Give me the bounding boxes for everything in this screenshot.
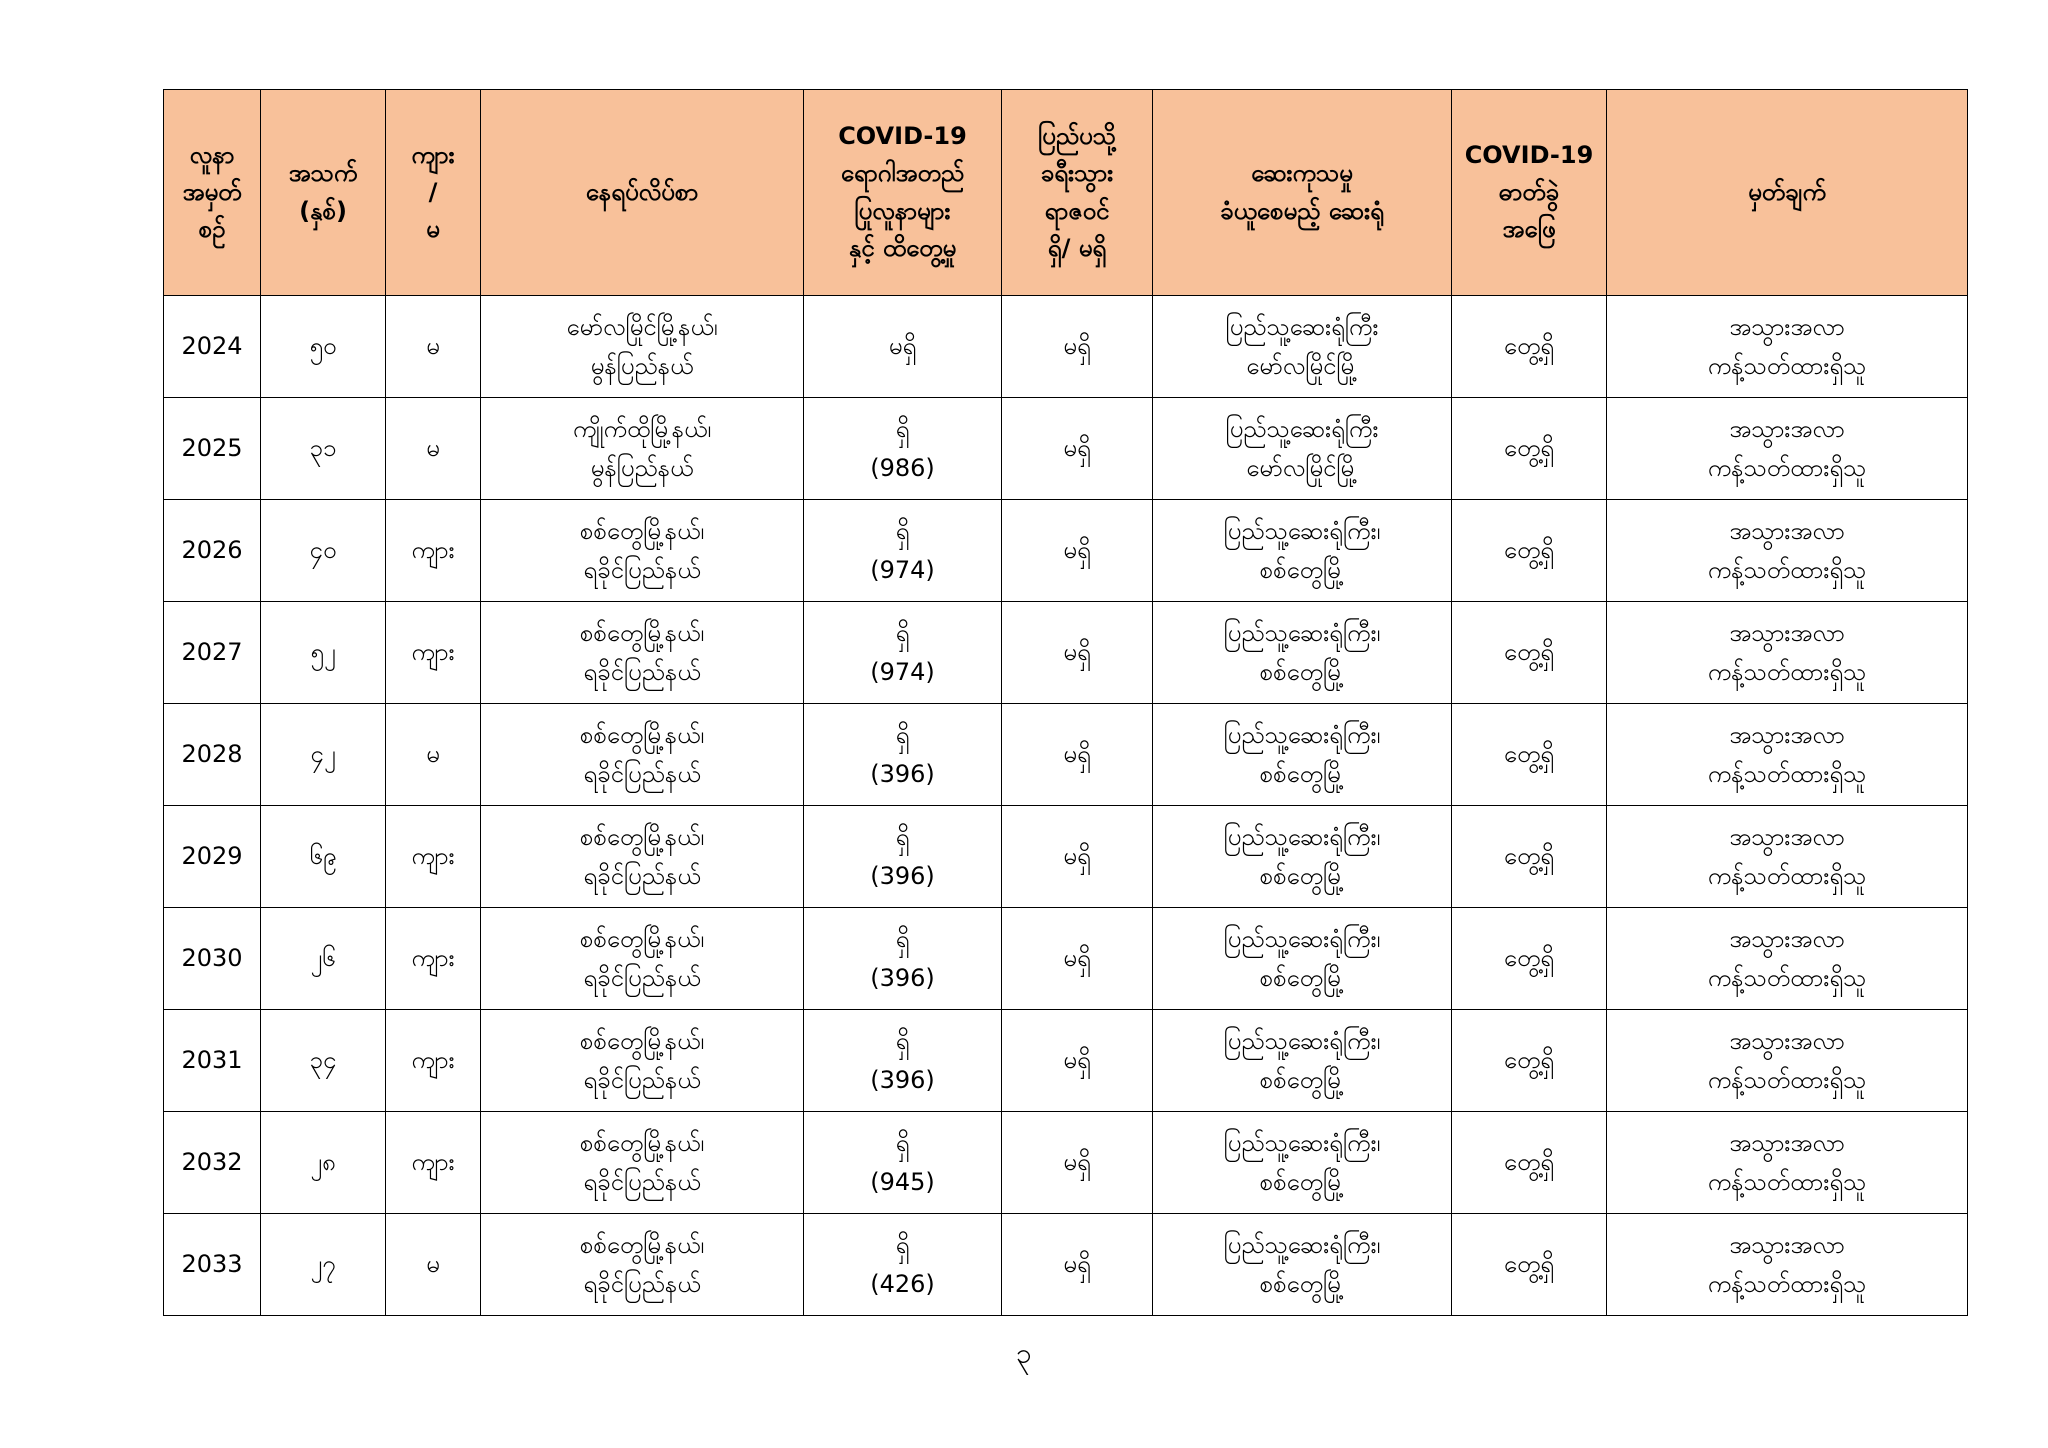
page-number: ၃ (1016, 1337, 1032, 1370)
cell-line: ရှိ (895, 823, 910, 852)
cell-line: အသွားအလာ (1729, 1231, 1845, 1260)
patient-number-cell: 2030 (164, 908, 261, 1010)
address-cell (481, 398, 804, 500)
patient-number-cell: 2024 (164, 296, 261, 398)
header-line: အသက် (288, 159, 358, 188)
header-remark (1607, 90, 1968, 296)
header-line: COVID-19 (838, 122, 967, 151)
cell-line: ကန့်သတ်ထားရှိသူ (1707, 1065, 1867, 1094)
travel-history-cell: မရှိ (1002, 500, 1153, 602)
cell-line: (396) (870, 1065, 935, 1094)
cell-line: ရှိ (895, 415, 910, 444)
hospital-cell (1153, 398, 1452, 500)
header-line: ရာဇဝင် (1044, 196, 1110, 225)
hospital-cell (1153, 500, 1452, 602)
lab-result-cell: တွေ့ရှိ (1452, 1112, 1607, 1214)
sex-cell: မ (386, 296, 481, 398)
contact-cell (804, 704, 1002, 806)
remark-cell (1607, 398, 1968, 500)
cell-line: အသွားအလာ (1729, 823, 1845, 852)
header-line: အမှတ် (182, 177, 242, 206)
table-row (164, 908, 1968, 1010)
hospital-cell (1153, 704, 1452, 806)
cell-line: (974) (870, 657, 935, 686)
cell-line: စစ်တွေမြို့ (1259, 657, 1345, 686)
lab-result-cell: တွေ့ရှိ (1452, 908, 1607, 1010)
hospital-cell (1153, 806, 1452, 908)
header-line: ကျား (411, 140, 455, 169)
cell-line: ရှိ (895, 1231, 910, 1260)
table-row (164, 704, 1968, 806)
header-line: ပြည်ပသို့ (1038, 122, 1116, 151)
age-cell: ၂၈ (261, 1112, 386, 1214)
hospital-cell (1153, 1112, 1452, 1214)
cell-line: (426) (870, 1269, 935, 1298)
lab-result-cell: တွေ့ရှိ (1452, 500, 1607, 602)
lab-result-cell: တွေ့ရှိ (1452, 1010, 1607, 1112)
travel-history-cell: မရှိ (1002, 398, 1153, 500)
remark-cell (1607, 602, 1968, 704)
remark-cell (1607, 1112, 1968, 1214)
patient-number-cell: 2032 (164, 1112, 261, 1214)
hospital-cell (1153, 296, 1452, 398)
patient-number-cell: 2031 (164, 1010, 261, 1112)
cell-line: ရှိ (895, 517, 910, 546)
contact-cell (804, 1214, 1002, 1316)
cell-line: (396) (870, 759, 935, 788)
contact-cell (804, 908, 1002, 1010)
lab-result-cell: တွေ့ရှိ (1452, 806, 1607, 908)
header-line: ခရီးသွား (1040, 159, 1114, 188)
age-cell: ၅၂ (261, 602, 386, 704)
cell-line: ရှိ (895, 925, 910, 954)
cell-line: စစ်တွေမြို့နယ်၊ (579, 619, 705, 648)
remark-cell (1607, 500, 1968, 602)
table-header (164, 90, 1968, 296)
age-cell: ၃၁ (261, 398, 386, 500)
address-cell (481, 1214, 804, 1316)
travel-history-cell: မရှိ (1002, 1010, 1153, 1112)
cell-line: မွန်ပြည်နယ် (590, 351, 694, 380)
cell-line: အသွားအလာ (1729, 313, 1845, 342)
hospital-cell (1153, 602, 1452, 704)
age-cell: ၅၀ (261, 296, 386, 398)
travel-history-cell: မရှိ (1002, 1112, 1153, 1214)
patient-number-cell: 2029 (164, 806, 261, 908)
address-cell (481, 1112, 804, 1214)
lab-result-cell: တွေ့ရှိ (1452, 296, 1607, 398)
lab-result-cell: တွေ့ရှိ (1452, 398, 1607, 500)
cell-line: စစ်တွေမြို့ (1259, 1065, 1345, 1094)
cell-line: အသွားအလာ (1729, 721, 1845, 750)
cell-line: ကျိုက်ထိုမြို့နယ်၊ (572, 415, 712, 444)
cell-line: ရှိ (895, 721, 910, 750)
contact-cell (804, 806, 1002, 908)
cell-line: စစ်တွေမြို့ (1259, 861, 1345, 890)
header-line: COVID-19 (1464, 140, 1594, 169)
header-line: နှင့် ထိတွေ့မှု (848, 233, 957, 262)
address-cell (481, 806, 804, 908)
patient-number-cell: 2028 (164, 704, 261, 806)
cell-line: စစ်တွေမြို့နယ်၊ (579, 517, 705, 546)
header-row (164, 90, 1968, 296)
sex-cell: ကျား (386, 602, 481, 704)
patient-number-cell: 2025 (164, 398, 261, 500)
travel-history-cell: မရှိ (1002, 296, 1153, 398)
cell-line: (986) (870, 453, 935, 482)
address-cell (481, 1010, 804, 1112)
travel-history-cell: မရှိ (1002, 602, 1153, 704)
cell-line: မရှိ (888, 332, 917, 361)
cell-line: ကန့်သတ်ထားရှိသူ (1707, 351, 1867, 380)
cell-line: စစ်တွေမြို့နယ်၊ (579, 1231, 705, 1260)
address-cell (481, 704, 804, 806)
remark-cell (1607, 1214, 1968, 1316)
cell-line: စစ်တွေမြို့ (1259, 1167, 1345, 1196)
cell-line: ပြည်သူ့ဆေးရုံကြီး (1225, 313, 1379, 342)
cell-line: ရခိုင်ပြည်နယ် (583, 1065, 701, 1094)
cell-line: ရခိုင်ပြည်နယ် (583, 963, 701, 992)
table-row (164, 602, 1968, 704)
cell-line: ကန့်သတ်ထားရှိသူ (1707, 555, 1867, 584)
contact-cell (804, 398, 1002, 500)
cell-line: ကန့်သတ်ထားရှိသူ (1707, 657, 1867, 686)
cell-line: ကန့်သတ်ထားရှိသူ (1707, 861, 1867, 890)
cell-line: ရခိုင်ပြည်နယ် (583, 555, 701, 584)
header-travel-history (1002, 90, 1153, 296)
cell-line: ပြည်သူ့ဆေးရုံကြီး၊ (1223, 619, 1381, 648)
header-age (261, 90, 386, 296)
header-contact (804, 90, 1002, 296)
header-hospital (1153, 90, 1452, 296)
sex-cell: မ (386, 1214, 481, 1316)
contact-cell (804, 500, 1002, 602)
contact-cell (804, 602, 1002, 704)
header-line: ပြုလူနာများ (854, 196, 951, 225)
sex-cell: ကျား (386, 806, 481, 908)
lab-result-cell: တွေ့ရှိ (1452, 602, 1607, 704)
cell-line: ကန့်သတ်ထားရှိသူ (1707, 1167, 1867, 1196)
cell-line: မော်လမြိုင်မြို့ (1246, 351, 1358, 380)
cell-line: ရှိ (895, 1129, 910, 1158)
cell-line: ပြည်သူ့ဆေးရုံကြီး၊ (1223, 925, 1381, 954)
cell-line: ရှိ (895, 619, 910, 648)
age-cell: ၄၂ (261, 704, 386, 806)
remark-cell (1607, 806, 1968, 908)
header-line: ဆေးကုသမှု (1251, 159, 1353, 188)
header-line: မ (426, 215, 440, 244)
cell-line: စစ်တွေမြို့နယ်၊ (579, 925, 705, 954)
header-address (481, 90, 804, 296)
cell-line: (396) (870, 963, 935, 992)
cell-line: အသွားအလာ (1729, 925, 1845, 954)
travel-history-cell: မရှိ (1002, 806, 1153, 908)
sex-cell: ကျား (386, 1010, 481, 1112)
cell-line: ရှိ (895, 1027, 910, 1056)
cell-line: အသွားအလာ (1729, 415, 1845, 444)
cell-line: မော်လမြိုင်မြို့ (1246, 453, 1358, 482)
cell-line: စစ်တွေမြို့ (1259, 759, 1345, 788)
travel-history-cell: မရှိ (1002, 908, 1153, 1010)
cell-line: ပြည်သူ့ဆေးရုံကြီး၊ (1223, 823, 1381, 852)
hospital-cell (1153, 1010, 1452, 1112)
cell-line: (945) (870, 1167, 935, 1196)
table-row (164, 1214, 1968, 1316)
table-row (164, 296, 1968, 398)
sex-cell: မ (386, 398, 481, 500)
header-line: အဖြေ (1502, 215, 1556, 244)
address-cell (481, 908, 804, 1010)
cell-line: အသွားအလာ (1729, 619, 1845, 648)
remark-cell (1607, 1010, 1968, 1112)
header-patient-number (164, 90, 261, 296)
remark-cell (1607, 296, 1968, 398)
age-cell: ၂၆ (261, 908, 386, 1010)
cell-line: စစ်တွေမြို့နယ်၊ (579, 721, 705, 750)
cell-line: ကန့်သတ်ထားရှိသူ (1707, 453, 1867, 482)
header-line: ရောဂါအတည် (840, 159, 965, 188)
age-cell: ၂၇ (261, 1214, 386, 1316)
table-row (164, 1010, 1968, 1112)
remark-cell (1607, 704, 1968, 806)
header-line: စဉ် (198, 215, 226, 244)
cell-line: ပြည်သူ့ဆေးရုံကြီး (1225, 415, 1379, 444)
cell-line: ရခိုင်ပြည်နယ် (583, 657, 701, 686)
sex-cell: ကျား (386, 1112, 481, 1214)
hospital-cell (1153, 1214, 1452, 1316)
sex-cell: မ (386, 704, 481, 806)
age-cell: ၄၀ (261, 500, 386, 602)
patient-number-cell: 2026 (164, 500, 261, 602)
table-body (164, 296, 1968, 1316)
hospital-cell (1153, 908, 1452, 1010)
cell-line: မွန်ပြည်နယ် (590, 453, 694, 482)
cell-line: ကန့်သတ်ထားရှိသူ (1707, 1269, 1867, 1298)
age-cell: ၃၄ (261, 1010, 386, 1112)
header-line: မှတ်ချက် (1748, 177, 1826, 206)
cell-line: ရခိုင်ပြည်နယ် (583, 759, 701, 788)
table-row (164, 500, 1968, 602)
age-cell: ၆၉ (261, 806, 386, 908)
cell-line: မော်လမြိုင်မြို့နယ်၊ (566, 313, 718, 342)
cell-line: ပြည်သူ့ဆေးရုံကြီး၊ (1223, 1129, 1381, 1158)
header-line: လူနာ (189, 140, 235, 169)
cell-line: (974) (870, 555, 935, 584)
cell-line: ကန့်သတ်ထားရှိသူ (1707, 963, 1867, 992)
patient-number-cell: 2033 (164, 1214, 261, 1316)
address-cell (481, 500, 804, 602)
sex-cell: ကျား (386, 908, 481, 1010)
address-cell (481, 296, 804, 398)
travel-history-cell: မရှိ (1002, 704, 1153, 806)
header-line: ဓာတ်ခွဲ (1498, 177, 1560, 206)
header-line: ခံယူစေမည့် ဆေးရုံ (1220, 196, 1384, 225)
cell-line: ပြည်သူ့ဆေးရုံကြီး၊ (1223, 721, 1381, 750)
cell-line: အသွားအလာ (1729, 1129, 1845, 1158)
cell-line: ရခိုင်ပြည်နယ် (583, 861, 701, 890)
cell-line: ပြည်သူ့ဆေးရုံကြီး၊ (1223, 1027, 1381, 1056)
lab-result-cell: တွေ့ရှိ (1452, 1214, 1607, 1316)
cell-line: စစ်တွေမြို့ (1259, 1269, 1345, 1298)
remark-cell (1607, 908, 1968, 1010)
cell-line: စစ်တွေမြို့နယ်၊ (579, 823, 705, 852)
header-line: / (428, 177, 438, 206)
contact-cell (804, 1010, 1002, 1112)
patient-number-cell: 2027 (164, 602, 261, 704)
header-line: နေရပ်လိပ်စာ (585, 177, 699, 206)
cell-line: စစ်တွေမြို့နယ်၊ (579, 1129, 705, 1158)
cell-line: ရခိုင်ပြည်နယ် (583, 1269, 701, 1298)
contact-cell (804, 1112, 1002, 1214)
header-line: ရှိ/ မရှိ (1047, 233, 1107, 262)
address-cell (481, 602, 804, 704)
cell-line: အသွားအလာ (1729, 517, 1845, 546)
cell-line: ရခိုင်ပြည်နယ် (583, 1167, 701, 1196)
cell-line: (396) (870, 861, 935, 890)
cell-line: ပြည်သူ့ဆေးရုံကြီး၊ (1223, 517, 1381, 546)
sex-cell: ကျား (386, 500, 481, 602)
covid-cases-table (163, 89, 1968, 1316)
table-row (164, 806, 1968, 908)
table-row (164, 1112, 1968, 1214)
header-lab-result (1452, 90, 1607, 296)
lab-result-cell: တွေ့ရှိ (1452, 704, 1607, 806)
cell-line: အသွားအလာ (1729, 1027, 1845, 1056)
cell-line: စစ်တွေမြို့ (1259, 555, 1345, 584)
cell-line: ပြည်သူ့ဆေးရုံကြီး၊ (1223, 1231, 1381, 1260)
table-row (164, 398, 1968, 500)
cell-line: ကန့်သတ်ထားရှိသူ (1707, 759, 1867, 788)
header-sex (386, 90, 481, 296)
contact-cell (804, 296, 1002, 398)
header-line: (နှစ်) (299, 196, 347, 225)
cell-line: စစ်တွေမြို့ (1259, 963, 1345, 992)
cell-line: စစ်တွေမြို့နယ်၊ (579, 1027, 705, 1056)
travel-history-cell: မရှိ (1002, 1214, 1153, 1316)
